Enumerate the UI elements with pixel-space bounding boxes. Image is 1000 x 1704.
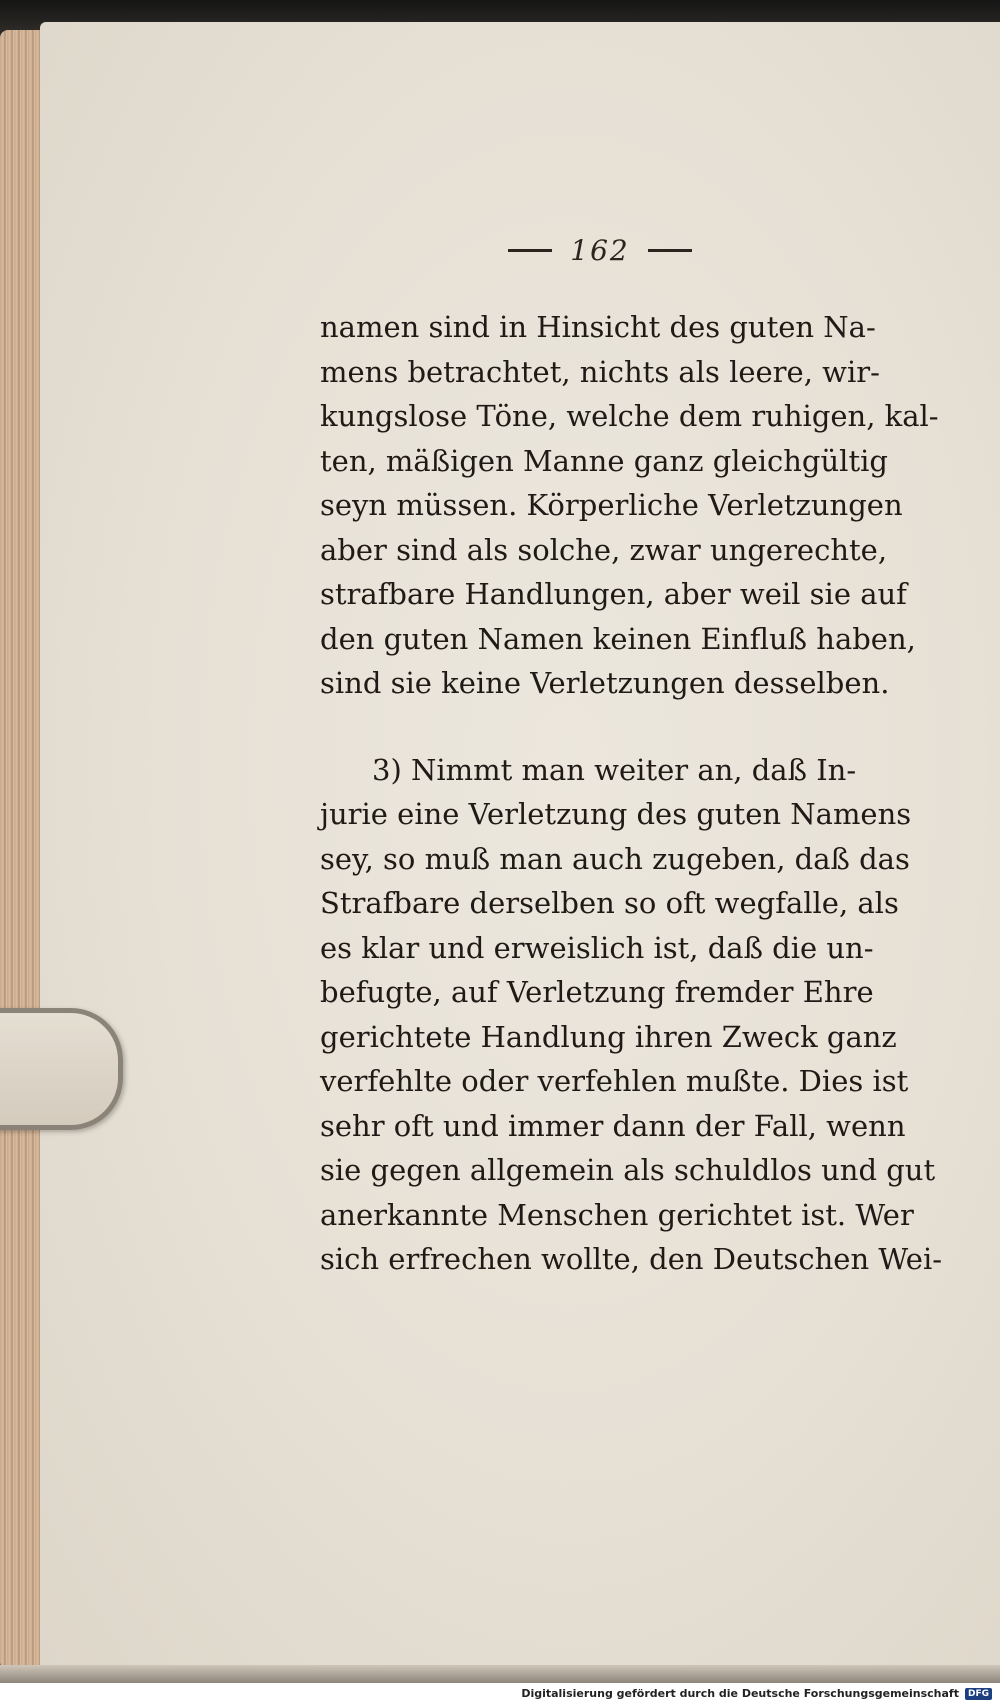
text-line: sehr oft und immer dann der Fall, wenn	[320, 1108, 906, 1143]
body-text	[320, 305, 943, 1282]
text-line: es klar und erweislich ist, daß die un-	[320, 930, 874, 965]
page-header	[470, 234, 730, 267]
text-line: ten, mäßigen Manne ganz gleichgültig	[320, 443, 888, 478]
dfg-logo-icon: DFG	[965, 1688, 992, 1700]
text-line: befugte, auf Verletzung fremder Ehre	[320, 975, 874, 1009]
header-dash-right	[648, 249, 692, 252]
digitization-footer	[0, 1683, 1000, 1704]
text-line: namen sind in Hinsicht des guten Na-	[320, 310, 876, 344]
text-line: sind sie keine Verletzungen desselben.	[320, 666, 890, 700]
text-line: anerkannte Menschen gerichtet ist. Wer	[320, 1197, 914, 1232]
text-line: seyn müssen. Körperliche Verletzungen	[320, 488, 903, 522]
text-line: den guten Namen keinen Einfluß haben,	[320, 621, 916, 656]
text-line: verfehlte oder verfehlen mußte. Dies ist	[320, 1064, 909, 1098]
scan-bottom-edge	[0, 1665, 1000, 1683]
text-line: gerichtete Handlung ihren Zweck ganz	[320, 1019, 897, 1054]
header-dash-left	[508, 249, 552, 252]
text-line: Strafbare derselben so oft wegfalle, als	[320, 886, 899, 920]
text-line: jurie eine Verletzung des guten Namens	[320, 797, 912, 831]
text-line: strafbare Handlungen, aber weil sie auf	[320, 577, 907, 611]
text-line: 3) Nimmt man weiter an, daß In-	[372, 752, 857, 787]
text-line: sie gegen allgemein als schuldlos und gut	[320, 1153, 936, 1187]
text-line: mens betrachtet, nichts als leere, wir-	[320, 354, 880, 389]
bookmark-clip	[0, 1008, 123, 1130]
paragraph-gap	[320, 706, 900, 748]
paragraph-2	[320, 748, 943, 1282]
paragraph-1	[320, 305, 939, 706]
text-line: sey, so muß man auch zugeben, daß das	[320, 841, 910, 876]
text-line: kungslose Töne, welche dem ruhigen, kal-	[320, 399, 939, 433]
footer-credit: Digitalisierung gefördert durch die Deutsche Forschungsgemeinschaft	[521, 1687, 959, 1700]
text-line: aber sind als solche, zwar ungerechte,	[320, 532, 888, 567]
page-number: 162	[570, 234, 630, 267]
text-line: sich erfrechen wollte, den Deutschen Wei-	[320, 1242, 943, 1276]
